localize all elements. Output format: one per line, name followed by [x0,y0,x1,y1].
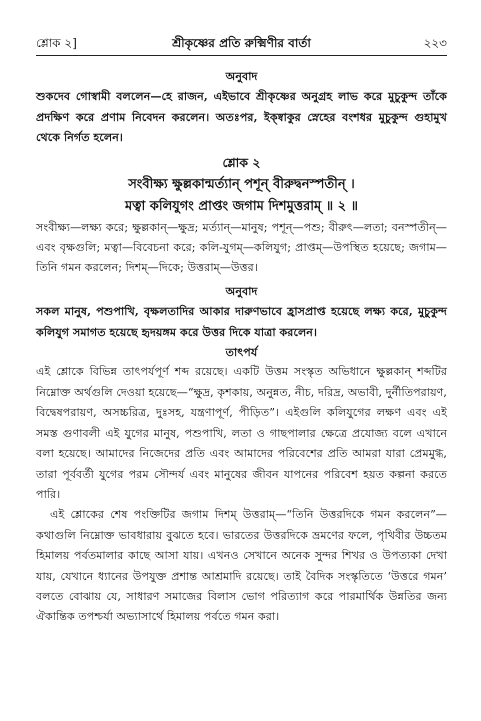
purport-paragraph-1: এই শ্লোকে বিভিন্ন তাৎপর্যপূর্ণ শব্দ রয়েছে। একটি উত্তম সংস্কৃত অভিধানে ক্ষুল্লকান্ শব্দটির নিম্নোক্ত অর্থগুলি দেওয়া হয়েছে—“ক্ষুদ্র, কৃশকায়, অনুন্নত, নীচ, দরিদ্র, অভাবী, দুর্নীতিপরায়ণ, বিদ্বেষপরায়ণ, অসচ্চরিত্র, দুঃসহ, যন্ত্রণাপূর্ণ, পীড়িত”। এইগুলি কলিযুগের লক্ষণ এবং এই সমস্ত গুণাবলী এই যুগের মানুষ, পশুপাখি, লতা ও গাছপালার ক্ষেত্রে প্রযোজ্য বলে এখানে বলা হয়েছে। আমাদের নিজেদের প্রতি এবং আমাদের পরিবেশের প্রতি আমরা যারা প্রেমমুগ্ধ, তারা পূর্ববর্তী যুগের পরম সৌন্দর্য এবং মানুষের জীবন যাপনের পরিবেশ হয়ত কল্পনা করতে পারি। [36,365,447,501]
purport-heading: তাৎপর্য [225,345,258,360]
header-rule [36,55,447,56]
translation-text-2: সকল মানুষ, পশুপাখি, বৃক্ষলতাদির আকার দারুণভাবে হ্রাসপ্রাপ্ত হয়েছে লক্ষ্য করে, মুচুকুন্দ কলিযুগ সমাগত হয়েছে হৃদয়ঙ্গম করে উত্তর দিকে যাত্রা করলেন। [36,304,447,339]
verse-title: শ্লোক ২ [222,154,261,170]
translation-heading-2: অনুবাদ [225,283,258,298]
header-chapter-title: শ্রীকৃষ্ণের প্রতি রুক্মিণীর বার্তা [172,36,311,50]
word-synonyms: সংবীক্ষ্য—লক্ষ্য করে; ক্ষুল্লকান্—ক্ষুদ্র; মর্ত্যান্—মানুষ; পশূন্—পশু; বীরুৎ—লতা; বনস্পতীন্—এবং বৃক্ষগুলি; মত্বা—বিবেচনা করে; কলি-যুগম্—কলিযুগ; প্রাপ্তম্—উপস্থিত হয়েছে; জগাম—তিনি গমন করলেন; দিশম্—দিকে; উত্তরাম্—উত্তর। [36,220,447,275]
verse-line-2: মত্বা কলিযুগং প্রাপ্তং জগাম দিশমুত্তরাম্ ॥ ২ ॥ [125,198,358,214]
page-content [36,66,447,628]
running-header [36,34,447,52]
purport-paragraph-2: এই শ্লোকের শেষ পংক্তিটির জগাম দিশম্ উত্তরাম্—“তিনি উত্তরদিকে গমন করলেন”—কথাগুলি নিম্নোক্ত ভাবধারায় বুঝতে হবে। ভারতের উত্তরদিকে ভ্রমণের ফলে, পৃথিবীর উচ্চতম হিমালয় পর্বতমালার কাছে আসা যায়। এখনও সেখানে অনেক সুন্দর শিখর ও উপত্যকা দেখা যায়, যেখানে ধ্যানের উপযুক্ত প্রশান্ত আশ্রমাদি রয়েছে। তাই বৈদিক সংস্কৃতিতে ‘উত্তরে গমন’ বলতে বোঝায় যে, সাধারণ সমাজের বিলাস ভোগ পরিত্যাগ করে পারমার্থিক উন্নতির জন্য ঐকান্তিক তপশ্চর্যা অভ্যাসার্থে হিমালয় পর্বতে গমন করা। [36,508,447,624]
translation-heading-1: অনুবাদ [225,69,258,83]
translation-text-1: শুকদেব গোস্বামী বললেন—হে রাজন, এইভাবে শ্রীকৃষ্ণের অনুগ্রহ লাভ করে মুচুকুন্দ তাঁকে প্রদক্ষিণ করে প্রণাম নিবেদন করলেন। অতঃপর, ইক্ষ্বাকুর স্নেহের বংশধর মুচুকুন্দ গুহামুখ থেকে নির্গত হলেন। [36,89,447,145]
verse-line-1: সংবীক্ষ্য ক্ষুল্লকান্মর্ত্যান্ পশূন্ বীরুদ্বনস্পতীন্ । [128,176,355,192]
header-verse-ref: শ্লোক ২] [36,36,77,50]
header-page-number: ২২৩ [423,36,447,50]
